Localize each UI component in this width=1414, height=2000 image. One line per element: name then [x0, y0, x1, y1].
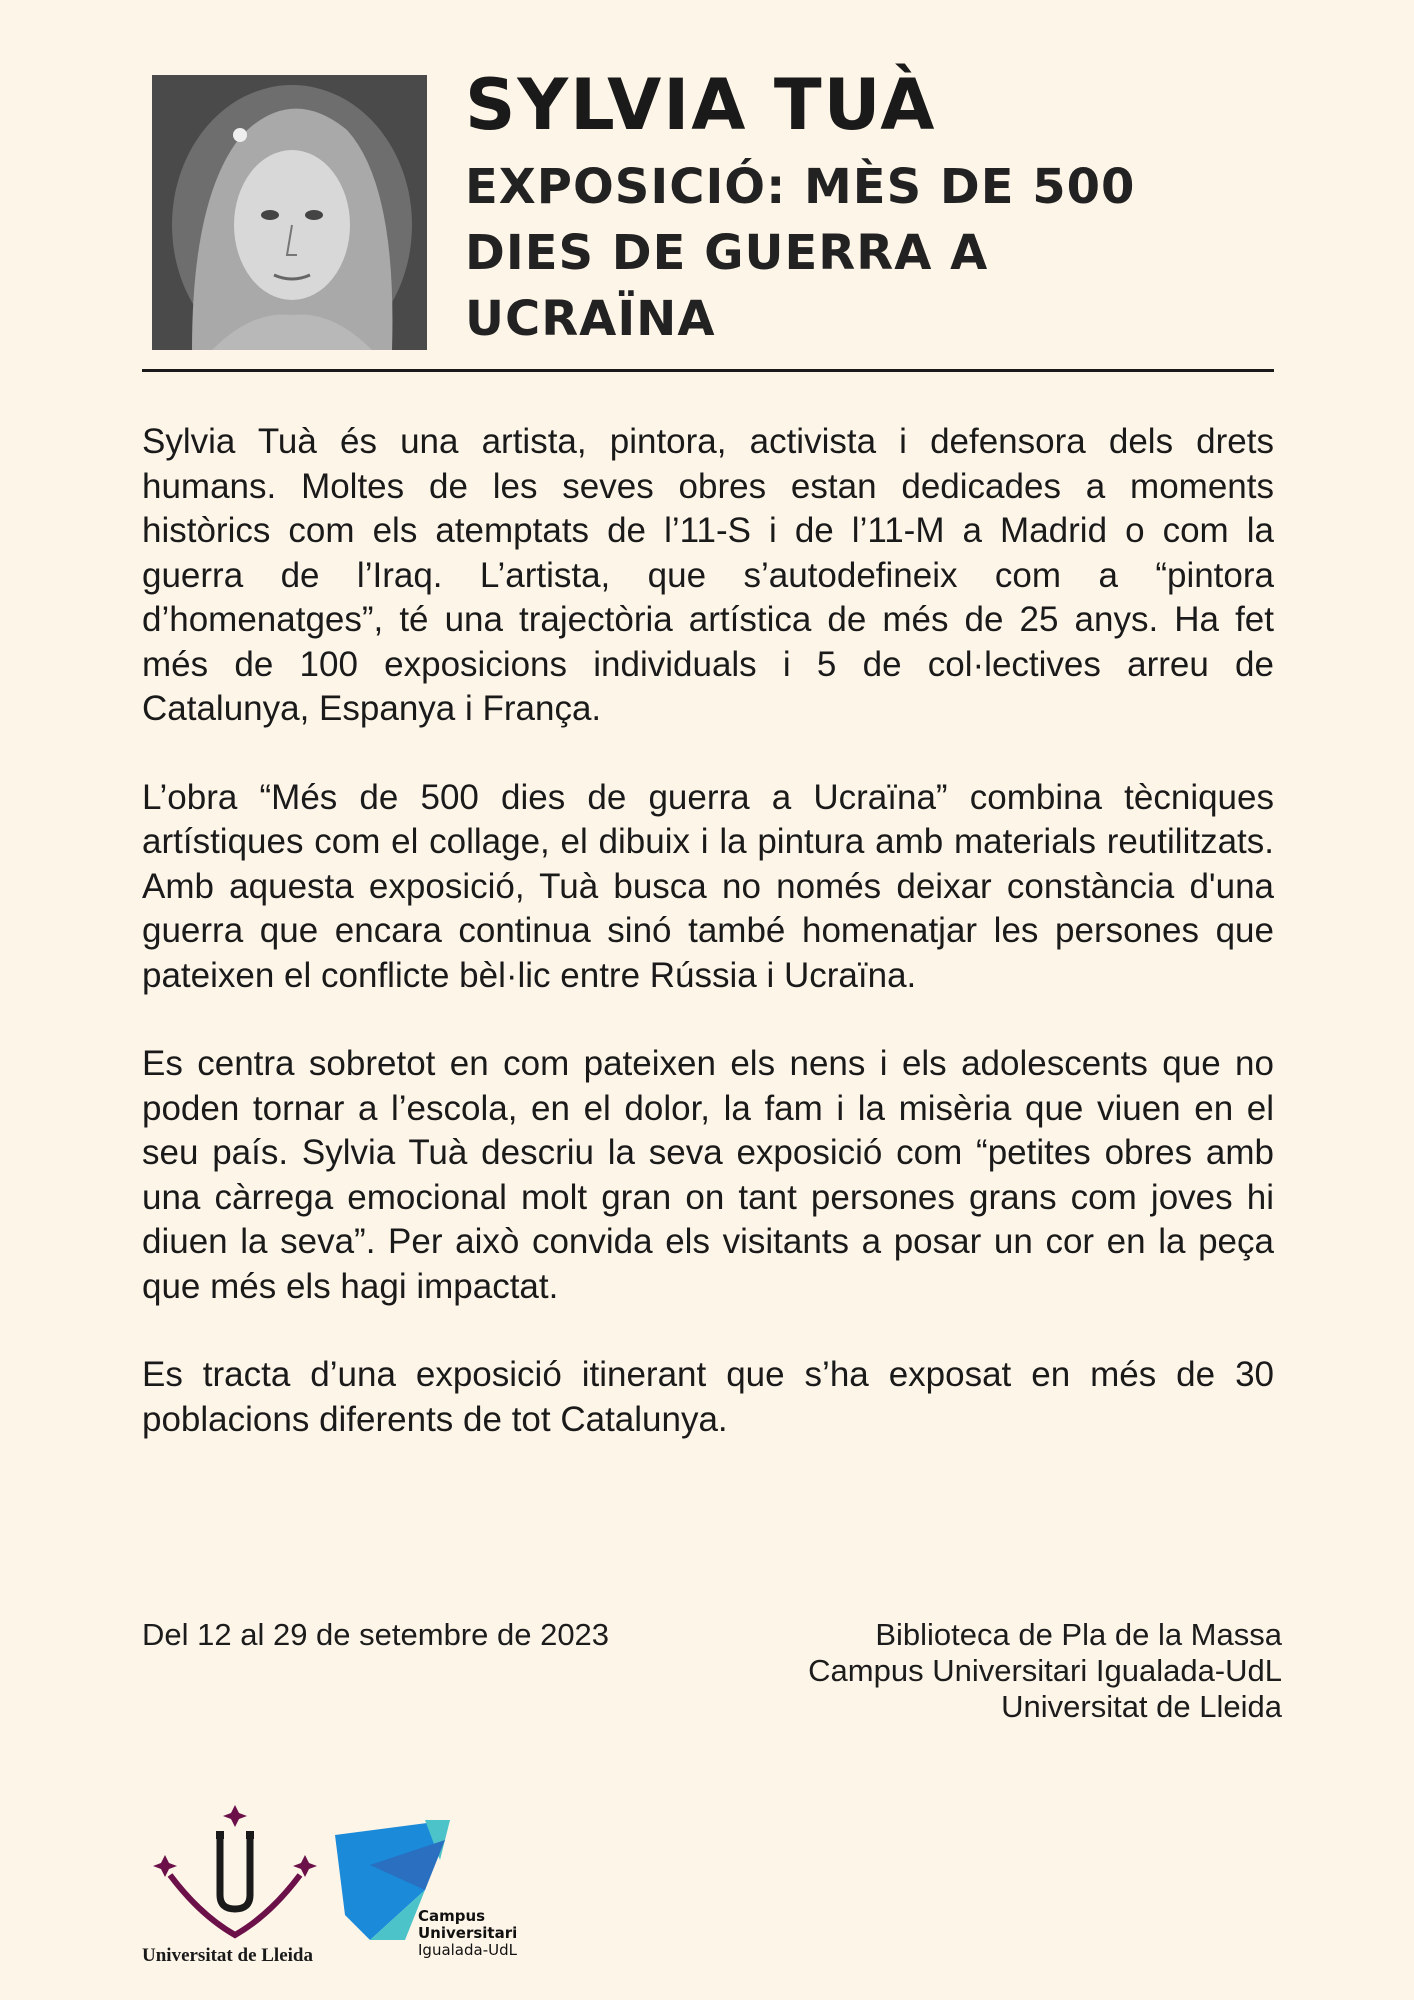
- paragraph-4: Es tracta d’una exposició itinerant que s’ha exposat en més de 30 poblacions diferents de tot Catalunya.: [142, 1355, 1274, 1439]
- campus-label-line: Campus: [418, 1907, 486, 1925]
- exhibition-title-line: EXPOSICIÓ: MÈS DE 500: [465, 159, 1136, 215]
- venue-line: Campus Universitari Igualada-UdL: [808, 1653, 1282, 1688]
- venue: [808, 1617, 1282, 1725]
- campus-logo-label: [418, 1908, 517, 1959]
- paragraph-1: Sylvia Tuà és una artista, pintora, activista i defensora dels drets humans. Moltes de les seves obres estan dedicades a moments històrics com els atemptats de l’11-S i de l’11-M a Madrid o com la guerra de l’Iraq. L’artista, que s’autodefineix com a “pintora d’homenatges”, té una trajectòria artística de més de 25 anys. Ha fet més de 100 exposicions individuals i 5 de col·lectives arreu de Catalunya, Espanya i França.: [142, 422, 1274, 728]
- description-text: [142, 420, 1274, 1486]
- title-block: [465, 64, 1285, 352]
- udl-logo-label: Universitat de Lleida: [142, 1945, 313, 1966]
- exhibition-dates: Del 12 al 29 de setembre de 2023: [142, 1617, 610, 1652]
- udl-logo: [140, 1805, 340, 1965]
- venue-line: Biblioteca de Pla de la Massa: [875, 1617, 1282, 1652]
- campus-label-line: Igualada-UdL: [418, 1941, 517, 1959]
- exhibition-title-line: UCRAÏNA: [465, 291, 716, 347]
- exhibition-title: [465, 154, 1285, 352]
- udl-emblem-icon: [140, 1805, 340, 1945]
- campus-label-line: Universitari: [418, 1924, 518, 1942]
- header-divider: [142, 369, 1274, 372]
- paragraph-3: Es centra sobretot en com pateixen els nens i els adolescents que no poden tornar a l’escola, en el dolor, la fam i la misèria que viuen en el seu país. Sylvia Tuà descriu la seva exposició com “petites obres amb una càrrega emocional molt gran on tant persones grans com joves hi diuen la seva”. Per això convida els visitants a posar un cor en la peça que més els hagi impactat.: [142, 1044, 1274, 1306]
- venue-line: Universitat de Lleida: [1001, 1689, 1282, 1724]
- portrait-image: [152, 75, 427, 350]
- campus-igualada-logo: [330, 1820, 550, 1970]
- artist-portrait-photo: [152, 75, 427, 350]
- paragraph-2: L’obra “Més de 500 dies de guerra a Ucraïna” combina tècniques artístiques com el collage, el dibuix i la pintura amb materials reutilitzats. Amb aquesta exposició, Tuà busca no només deixar constància d'una guerra que encara continua sinó també homenatjar les persones que pateixen el conflicte bèl·lic entre Rússia i Ucraïna.: [142, 777, 1274, 995]
- exhibition-title-line: DIES DE GUERRA A: [465, 225, 989, 281]
- artist-name: SYLVIA TUÀ: [465, 64, 937, 146]
